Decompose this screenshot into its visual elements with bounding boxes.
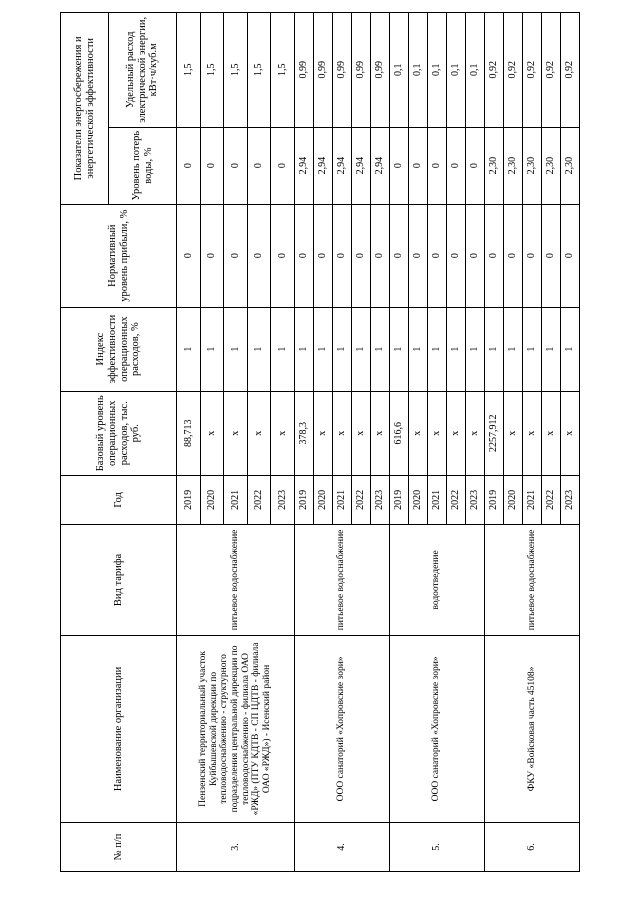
cell-year: 2019 [177,475,201,524]
header-tariff: Вид тарифа [61,524,177,635]
cell-index: 1 [351,307,370,391]
tariff-table [60,12,580,872]
tariff-type: питьевое водоснабжение [177,524,295,635]
cell-spec: 1,5 [177,13,201,128]
rotated-page [60,12,580,872]
cell-base: x [247,391,271,475]
cell-spec: 1,5 [200,13,224,128]
cell-norm: 0 [427,204,446,307]
cell-year: 2022 [541,475,560,524]
cell-index: 1 [370,307,389,391]
cell-year: 2021 [332,475,351,524]
row-num: 4. [294,822,389,871]
cell-index: 1 [560,307,579,391]
cell-loss: 0 [247,127,271,204]
cell-index: 1 [465,307,484,391]
cell-norm: 0 [370,204,389,307]
cell-norm: 0 [389,204,408,307]
cell-spec: 0,92 [522,13,541,128]
cell-spec: 1,5 [224,13,248,128]
cell-index: 1 [503,307,522,391]
cell-index: 1 [522,307,541,391]
cell-loss: 0 [446,127,465,204]
table-row [177,13,201,872]
cell-norm: 0 [465,204,484,307]
cell-spec: 0,92 [503,13,522,128]
cell-index: 1 [389,307,408,391]
cell-spec: 0,92 [560,13,579,128]
cell-base: x [446,391,465,475]
org-name: Пензенский территориальный участок Куйбышевской дирекции по тепловодоснабжению - структурного подразделения центральной дирекции по тепловодоснабжению - филиала ОАО «РЖД» (ПТУ КДТВ - СП ЦДТВ - филиала ОАО «РЖД») - Исенский район [177,635,295,822]
cell-spec: 1,5 [271,13,295,128]
cell-year: 2023 [465,475,484,524]
cell-base: x [370,391,389,475]
cell-index: 1 [484,307,503,391]
header-year: Год [61,475,177,524]
org-name: ООО санаторий «Хопровские зори» [389,635,484,822]
cell-loss: 2,30 [541,127,560,204]
header-index: Индекс эффективности операционных расходов, % [61,307,177,391]
cell-base: x [271,391,295,475]
cell-base: x [224,391,248,475]
header-loss: Уровень потерь воды, % [109,127,177,204]
row-num: 6. [484,822,579,871]
cell-loss: 0 [200,127,224,204]
cell-index: 1 [313,307,332,391]
header-energy-group: Показатели энергосбережения и энергетической эффективности [61,13,109,205]
cell-spec: 0,92 [484,13,503,128]
cell-norm: 0 [313,204,332,307]
cell-loss: 0 [177,127,201,204]
cell-norm: 0 [177,204,201,307]
cell-norm: 0 [200,204,224,307]
cell-year: 2023 [560,475,579,524]
header-org: Наименование организации [61,635,177,822]
cell-base: x [560,391,579,475]
cell-year: 2022 [247,475,271,524]
table-row [484,13,503,872]
cell-base: x [522,391,541,475]
cell-index: 1 [224,307,248,391]
tariff-type: питьевое водоснабжение [484,524,579,635]
cell-norm: 0 [294,204,313,307]
cell-norm: 0 [560,204,579,307]
cell-base: 88,713 [177,391,201,475]
tariff-type: водоотведение [389,524,484,635]
cell-year: 2023 [370,475,389,524]
cell-base: x [427,391,446,475]
cell-loss: 0 [465,127,484,204]
cell-index: 1 [294,307,313,391]
cell-base: x [503,391,522,475]
cell-year: 2019 [294,475,313,524]
cell-year: 2021 [224,475,248,524]
cell-year: 2022 [351,475,370,524]
cell-year: 2019 [389,475,408,524]
cell-base: x [408,391,427,475]
cell-year: 2022 [446,475,465,524]
cell-loss: 0 [389,127,408,204]
cell-spec: 0,92 [541,13,560,128]
header-num: № п/п [61,822,177,871]
cell-loss: 0 [224,127,248,204]
cell-norm: 0 [332,204,351,307]
cell-loss: 2,30 [503,127,522,204]
cell-year: 2021 [522,475,541,524]
cell-index: 1 [247,307,271,391]
cell-norm: 0 [522,204,541,307]
cell-spec: 1,5 [247,13,271,128]
cell-spec: 0,1 [389,13,408,128]
org-name: ООО санаторий «Хопровские зори» [294,635,389,822]
cell-spec: 0,99 [294,13,313,128]
cell-spec: 0,1 [465,13,484,128]
cell-loss: 0 [427,127,446,204]
cell-year: 2023 [271,475,295,524]
cell-index: 1 [408,307,427,391]
cell-year: 2020 [503,475,522,524]
cell-norm: 0 [271,204,295,307]
cell-loss: 2,30 [522,127,541,204]
tariff-type: питьевое водоснабжение [294,524,389,635]
cell-index: 1 [177,307,201,391]
cell-loss: 2,30 [560,127,579,204]
cell-norm: 0 [224,204,248,307]
cell-year: 2020 [408,475,427,524]
table-row [294,13,313,872]
cell-loss: 0 [408,127,427,204]
cell-spec: 0,99 [332,13,351,128]
table-body [177,13,580,872]
header-spec: Удельный расход электрической энергии, кВт·ч/куб.м [109,13,177,128]
cell-year: 2021 [427,475,446,524]
cell-base: x [465,391,484,475]
cell-index: 1 [200,307,224,391]
cell-base: 616,6 [389,391,408,475]
header-base: Базовый уровень операционных расходов, тыс. руб. [61,391,177,475]
cell-norm: 0 [503,204,522,307]
cell-base: x [200,391,224,475]
table-row [389,13,408,872]
cell-base: 378,3 [294,391,313,475]
cell-norm: 0 [484,204,503,307]
cell-norm: 0 [446,204,465,307]
cell-norm: 0 [351,204,370,307]
cell-base: 2257,912 [484,391,503,475]
cell-year: 2019 [484,475,503,524]
cell-norm: 0 [408,204,427,307]
cell-loss: 2,30 [484,127,503,204]
cell-loss: 2,94 [294,127,313,204]
cell-base: x [541,391,560,475]
cell-spec: 0,1 [408,13,427,128]
cell-base: x [313,391,332,475]
cell-loss: 2,94 [332,127,351,204]
cell-loss: 0 [271,127,295,204]
cell-base: x [332,391,351,475]
org-name: ФКУ «Войсковая часть 45108» [484,635,579,822]
cell-index: 1 [446,307,465,391]
header-norm: Нормативный уровень прибыли, % [61,204,177,307]
row-num: 3. [177,822,295,871]
cell-spec: 0,99 [313,13,332,128]
cell-spec: 0,1 [446,13,465,128]
cell-year: 2020 [313,475,332,524]
cell-loss: 2,94 [370,127,389,204]
cell-spec: 0,1 [427,13,446,128]
cell-index: 1 [271,307,295,391]
cell-norm: 0 [247,204,271,307]
cell-year: 2020 [200,475,224,524]
cell-loss: 2,94 [351,127,370,204]
cell-loss: 2,94 [313,127,332,204]
cell-spec: 0,99 [370,13,389,128]
cell-norm: 0 [541,204,560,307]
cell-index: 1 [427,307,446,391]
cell-base: x [351,391,370,475]
row-num: 5. [389,822,484,871]
cell-index: 1 [541,307,560,391]
cell-index: 1 [332,307,351,391]
cell-spec: 0,99 [351,13,370,128]
